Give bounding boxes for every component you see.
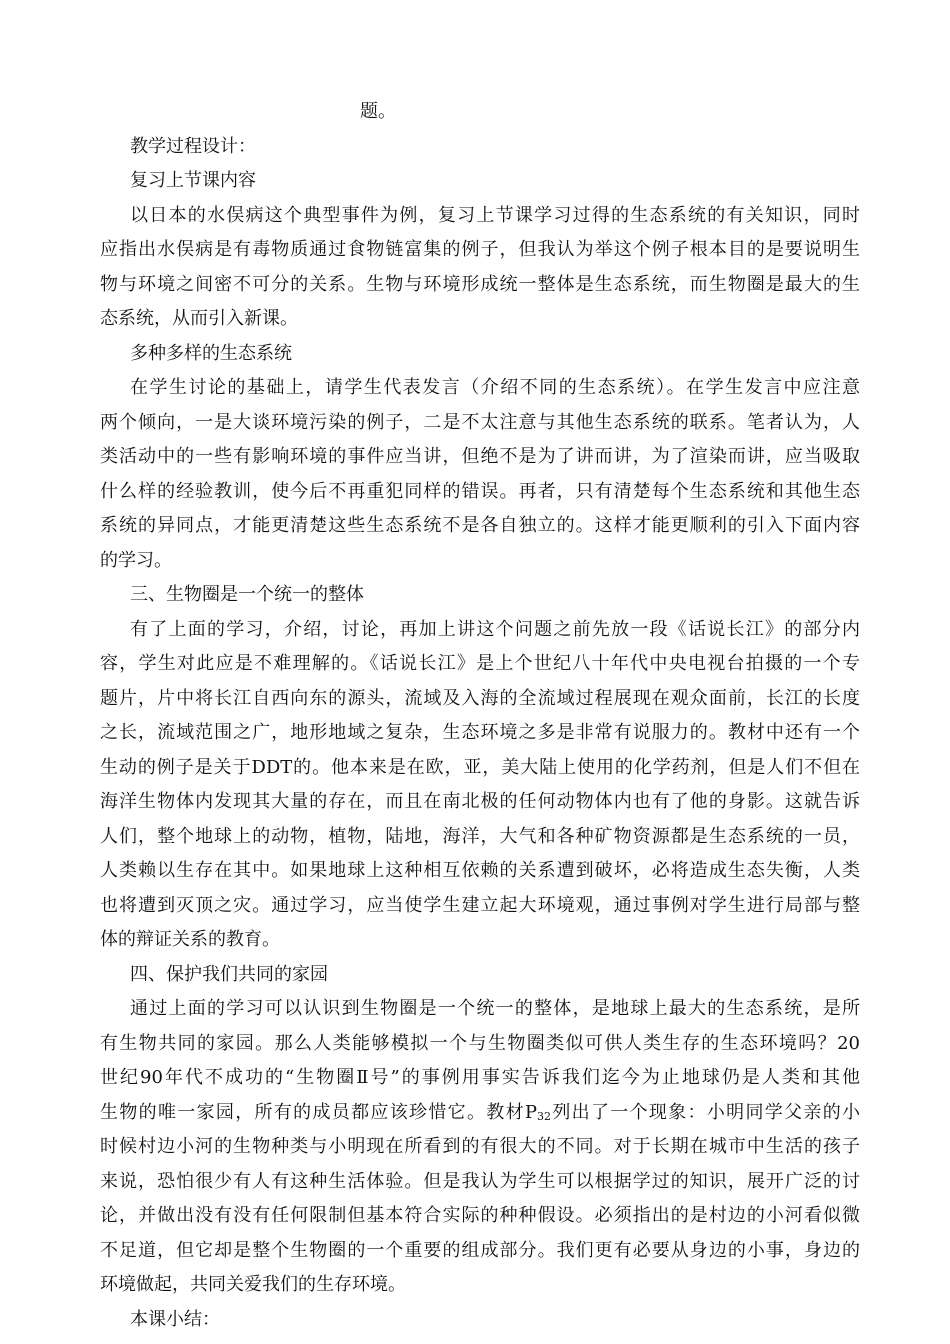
paragraph-line: 时候村边小河的生物种类与小明现在所看到的有很大的不同。对于长期在城市中生活的孩子 — [100, 1136, 860, 1157]
paragraph-line: 态系统，从而引入新课。 — [100, 308, 298, 329]
line-part: 生物的唯一家园，所有的成员都应该珍惜它。教材P — [100, 1101, 537, 1123]
paragraph-line: 题片，片中将长江自西向东的源头，流域及入海的全流域过程展现在观众面前，长江的长度 — [100, 687, 860, 709]
paragraph-line: 论，并做出没有没有任何限制但基本符合实际的种种假设。必须指出的是村边的小河看似微 — [100, 1205, 860, 1226]
paragraph-biosphere — [100, 613, 860, 958]
paragraph-line: 体的辩证关系的教育。 — [100, 929, 280, 950]
paragraph-diverse — [100, 371, 860, 578]
paragraph-line: 的学习。 — [100, 549, 172, 571]
heading-section-four: 四、保护我们共同的家园 — [130, 963, 328, 985]
heading-lesson-summary: 本课小结： — [130, 1308, 220, 1330]
paragraph-line: 物与环境之间密不可分的关系。生物与环境形成统一整体是生态系统，而生物圈是最大的生 — [100, 273, 860, 295]
heading-section-three: 三、生物圈是一个统一的整体 — [130, 584, 364, 605]
paragraph-line: 生动的例子是关于DDT的。他本来是在欧，亚，美大陆上使用的化学药剂，但是人们不但在 — [100, 756, 860, 778]
paragraph-line: 人类赖以生存在其中。如果地球上这种相互依赖的关系遭到破坏，必将造成生态失衡，人类 — [100, 860, 860, 881]
heading-review: 复习上节课内容 — [130, 170, 256, 191]
paragraph-line: 系统的异同点，才能更清楚这些生态系统不是各自独立的。这样才能更顺利的引入下面内容 — [100, 515, 860, 536]
paragraph-home — [100, 992, 861, 1303]
heading-teaching-process: 教学过程设计： — [130, 135, 256, 157]
paragraph-line: 不足道，但它却是整个生物圈的一个重要的组成部分。我们更有必要从身边的小事，身边的 — [100, 1239, 860, 1261]
paragraph-line — [100, 1096, 860, 1131]
paragraph-line: 人们，整个地球上的动物，植物，陆地，海洋，大气和各种矿物资源都是生态系统的一员， — [100, 825, 860, 847]
paragraph-line: 有生物共同的家园。那么人类能够模拟一个与生物圈类似可供人类生存的生态环境吗？20 — [100, 1032, 860, 1054]
paragraph-line: 世纪90年代不成功的“生物圈Ⅱ号”的事例用事实告诉我们迄今为止地球仍是人类和其他 — [100, 1067, 860, 1088]
paragraph-line: 海洋生物体内发现其大量的存在，而且在南北极的任何动物体内也有了他的身影。这就告诉 — [100, 791, 860, 812]
paragraph-line: 也将遭到灭顶之灾。通过学习，应当使学生建立起大环境观，通过事例对学生进行局部与整 — [100, 894, 860, 916]
paragraph-line: 类活动中的一些有影响环境的事件应当讲，但绝不是为了讲而讲，为了渲染而讲，应当吸取 — [100, 446, 860, 467]
paragraph-line: 通过上面的学习可以认识到生物圈是一个统一的整体，是地球上最大的生态系统，是所 — [130, 998, 860, 1019]
paragraph-line: 来说，恐怕很少有人有这种生活体验。但是我认为学生可以根据学过的知识，展开广泛的讨 — [100, 1170, 860, 1192]
document-body — [100, 95, 861, 1337]
paragraph-line: 什么样的经验教训，使今后不再重犯同样的错误。再者，只有清楚每个生态系统和其他生态 — [100, 480, 860, 502]
paragraph-review — [100, 199, 860, 337]
paragraph-line: 有了上面的学习，介绍，讨论，再加上讲这个问题之前先放一段《话说长江》的部分内 — [130, 618, 860, 640]
top-fragment: 题。 — [360, 101, 396, 122]
paragraph-line: 容，学生对此应是不难理解的。《话说长江》是上个世纪八十年代中央电视台拍摄的一个专 — [100, 653, 860, 674]
paragraph-line: 环境做起，共同关爱我们的生存环境。 — [100, 1274, 406, 1295]
paragraph-line: 应指出水俣病是有毒物质通过食物链富集的例子，但我认为举这个例子根本目的是要说明生 — [100, 239, 860, 260]
paragraph-line: 之长，流域范围之广，地形地域之复杂，生态环境之多是非常有说服力的。教材中还有一个 — [100, 722, 860, 743]
paragraph-line: 以日本的水俣病这个典型事件为例，复习上节课学习过得的生态系统的有关知识，同时 — [130, 204, 860, 226]
paragraph-line: 两个倾向，一是大谈环境污染的例子，二是不太注意与其他生态系统的联系。笔者认为，人 — [100, 411, 860, 433]
heading-diverse-ecosystems: 多种多样的生态系统 — [130, 342, 292, 364]
paragraph-line: 在学生讨论的基础上，请学生代表发言（介绍不同的生态系统）。在学生发言中应注意 — [130, 377, 860, 398]
line-part: 列出了一个现象：小明同学父亲的小 — [551, 1101, 861, 1123]
page-subscript: 32 — [537, 1109, 551, 1123]
